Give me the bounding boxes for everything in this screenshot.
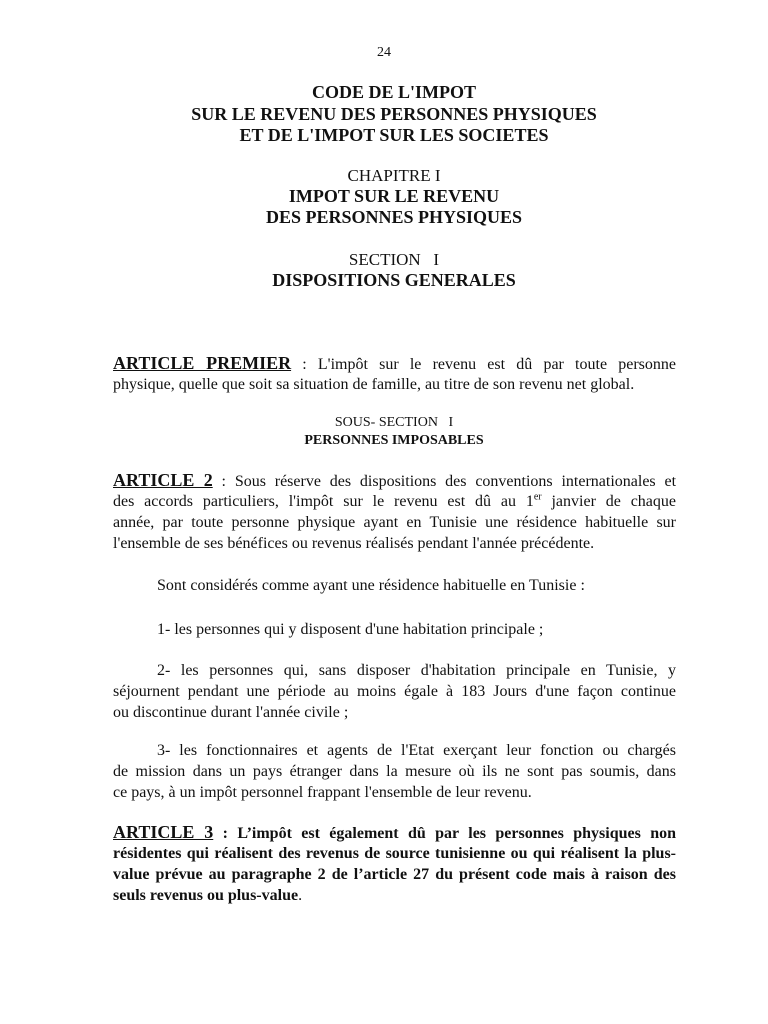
residence-item-3-line-3: ce pays, à un impôt personnel frappant l'ensemble de leur revenu. <box>113 784 532 801</box>
residence-item-3 <box>113 740 676 803</box>
document-title-line-3: ET DE L'IMPOT SUR LES SOCIETES <box>239 125 549 145</box>
chapter-label: CHAPITRE I <box>347 166 441 185</box>
article-2-text-1: Sous réserve des dispositions des conventions internationales et <box>234 473 677 490</box>
article-premier-label: ARTICLE PREMIER <box>113 353 292 373</box>
residence-item-3-line-2: de mission dans un pays étranger dans la mesure où ils ne sont pas soumis, dans <box>113 763 676 780</box>
article-2-text-2a: des accords particuliers, l'impôt sur le revenu est dû au 1 <box>113 493 534 510</box>
article-premier-separator: : <box>291 356 318 373</box>
article-2-superscript: er <box>533 491 542 503</box>
residence-intro: Sont considérés comme ayant une résidence habituelle en Tunisie : <box>157 577 585 594</box>
article-premier-text-1: L'impôt sur le revenu est dû par toute personne <box>317 356 676 373</box>
article-2-text-2b: janvier de chaque <box>541 493 677 510</box>
article-3-final-period: . <box>298 887 303 904</box>
residence-item-3-line-1: 3- les fonctionnaires et agents de l'Etat exerçant leur fonction ou chargés <box>157 742 676 759</box>
residence-item-2-line-3: ou discontinue durant l'année civile ; <box>113 704 349 721</box>
article-2-line-3: année, par toute personne physique ayant en Tunisie une résidence habituelle sur <box>113 514 676 531</box>
article-3-line-1 <box>113 822 676 843</box>
article-3-text-4: seuls revenus ou plus-value <box>113 887 299 904</box>
section-title: DISPOSITIONS GENERALES <box>272 270 516 290</box>
residence-item-2-line-2: séjournent pendant une période au moins égale à 183 Jours d'une façon continue <box>113 683 676 700</box>
article-2-line-1 <box>113 470 676 491</box>
article-2-line-2 <box>113 491 676 512</box>
document-title-line-1: CODE DE L'IMPOT <box>311 82 476 102</box>
article-2-separator: : <box>212 473 235 490</box>
article-premier-line-1 <box>113 353 676 374</box>
residence-item-1: 1- les personnes qui y disposent d'une habitation principale ; <box>157 621 544 638</box>
section-label: SECTION I <box>348 250 440 269</box>
chapter-title-line-2: DES PERSONNES PHYSIQUES <box>265 207 523 227</box>
article-premier-line-2: physique, quelle que soit sa situation de famille, au titre de son revenu net global. <box>113 376 635 393</box>
article-3-label: ARTICLE 3 <box>113 822 214 842</box>
article-2-label: ARTICLE 2 <box>113 470 213 490</box>
document-title-line-2: SUR LE REVENU DES PERSONNES PHYSIQUES <box>191 104 597 124</box>
article-3-text-1: L’impôt est également dû par les personnes physiques non <box>237 825 676 842</box>
article-3-separator: : <box>213 825 238 842</box>
residence-item-2-line-1: 2- les personnes qui, sans disposer d'habitation principale en Tunisie, y <box>157 662 676 679</box>
article-3-line-4 <box>113 885 676 906</box>
article-2-line-4: l'ensemble de ses bénéfices ou revenus réalisés pendant l'année précédente. <box>113 535 595 552</box>
article-2 <box>113 470 676 554</box>
chapter-title-line-1: IMPOT SUR LE REVENU <box>288 186 500 206</box>
article-3-line-2: résidentes qui réalisent des revenus de source tunisienne ou qui réalisent la plus- <box>113 845 676 862</box>
sous-section-label: SOUS- SECTION I <box>334 415 454 430</box>
article-3-line-3: value prévue au paragraphe 2 de l’article 27 du présent code mais à raison des <box>113 866 676 883</box>
sous-section-title: PERSONNES IMPOSABLES <box>304 433 484 448</box>
article-3 <box>113 822 676 906</box>
residence-item-2 <box>113 660 676 723</box>
article-premier <box>113 353 676 395</box>
page-number: 24 <box>377 45 391 60</box>
